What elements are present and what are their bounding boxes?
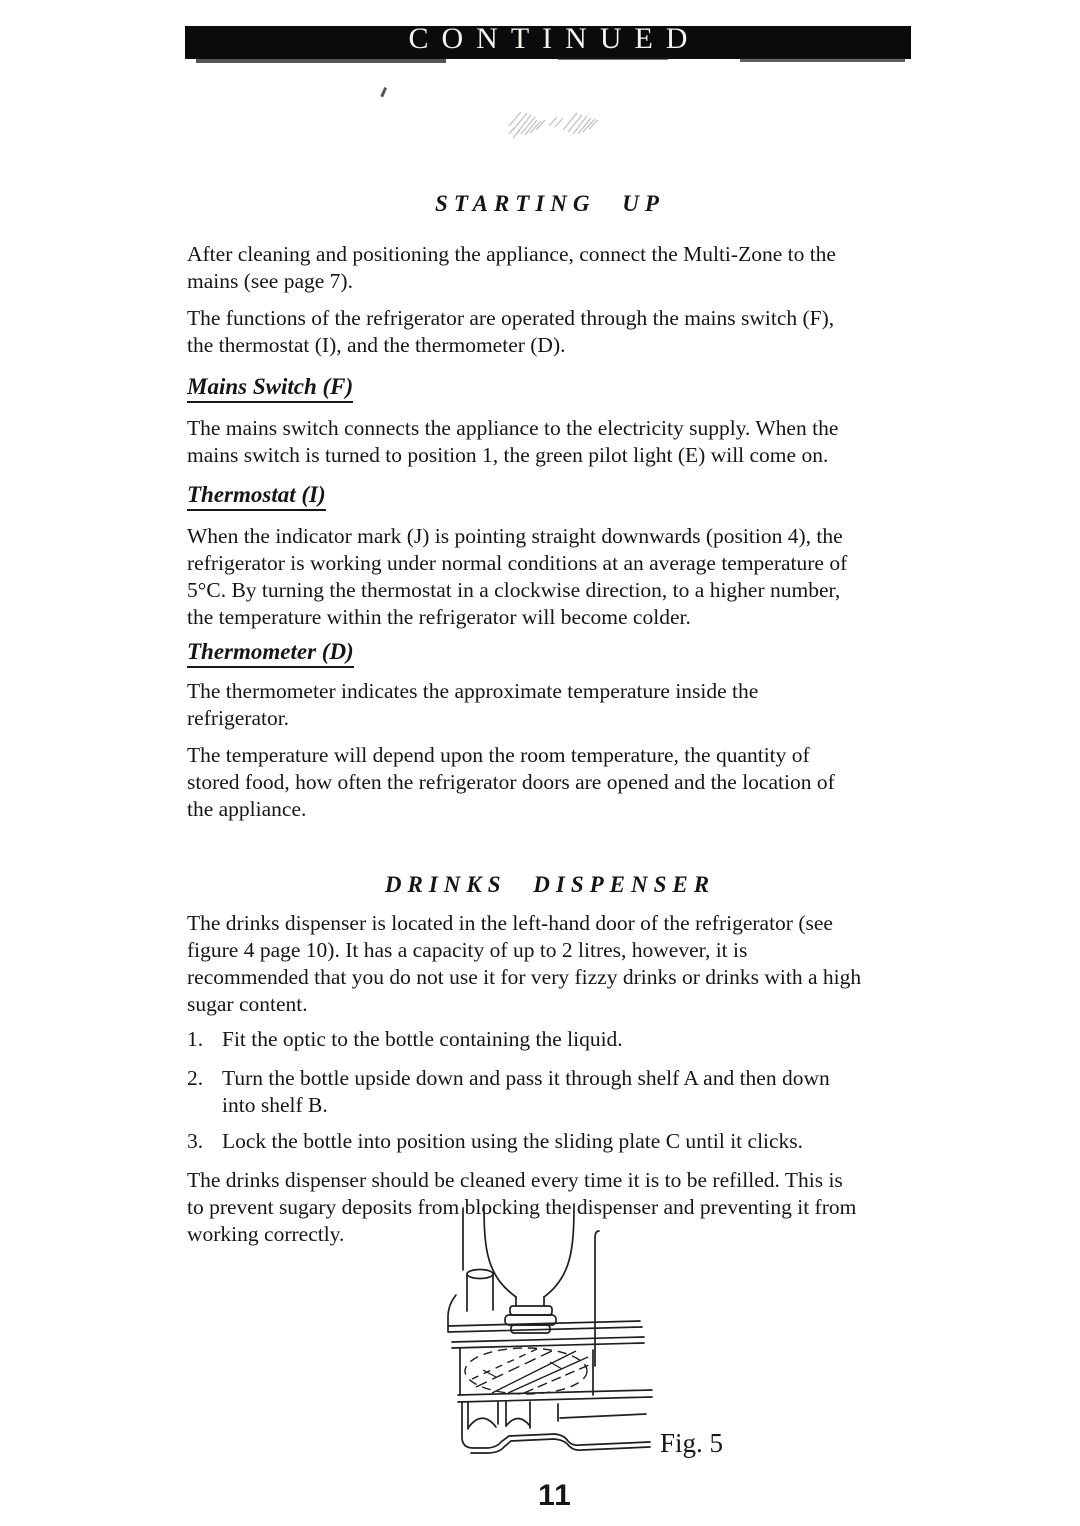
text-line: After cleaning and positioning the appliance, connect the Multi-Zone to the	[187, 242, 836, 266]
step-item	[187, 1065, 913, 1119]
text-line: the appliance.	[187, 797, 307, 821]
step-text	[222, 1026, 913, 1053]
sliding-plate-ellipse	[465, 1348, 589, 1394]
subsection-heading-wrap	[187, 373, 913, 403]
paragraph	[187, 742, 913, 823]
paragraph	[187, 678, 913, 732]
shelf-rail-upper	[448, 1321, 642, 1332]
text-line: to prevent sugary deposits from blocking the dispenser and preventing it from	[187, 1195, 857, 1219]
subsection-title-mains-switch: Mains Switch (F)	[187, 373, 353, 403]
text-line: The functions of the refrigerator are operated through the mains switch (F),	[187, 306, 835, 330]
text-line: The thermometer indicates the approximate temperature inside the	[187, 679, 759, 703]
step-number: 1.	[187, 1027, 204, 1051]
text-line: figure 4 page 10). It has a capacity of up to 2 litres, however, it is	[187, 938, 748, 962]
section-title-starting-up: STARTING UP	[435, 191, 665, 216]
bottom-profile-outer	[462, 1402, 650, 1448]
text-line: When the indicator mark (J) is pointing straight downwards (position 4), the	[187, 524, 843, 548]
text-line: stored food, how often the refrigerator doors are opened and the location of	[187, 770, 835, 794]
continued-banner-label: CONTINUED	[408, 26, 701, 55]
text-line: 5°C. By turning the thermostat in a clockwise direction, to a higher number,	[187, 578, 841, 602]
door-liner-line	[595, 1231, 599, 1366]
bracket-ribs	[468, 1402, 558, 1429]
bracket-scallops	[468, 1418, 530, 1428]
optic-band-1	[510, 1306, 552, 1315]
paragraph	[187, 415, 913, 469]
text-line: into shelf B.	[222, 1093, 328, 1117]
scan-tick-artifact	[380, 87, 390, 99]
text-line: Fit the optic to the bottle containing the liquid.	[222, 1027, 623, 1051]
text-line: refrigerator.	[187, 706, 290, 730]
section-title-drinks-dispenser: DRINKS DISPENSER	[384, 872, 716, 897]
text-line: Lock the bottle into position using the sliding plate C until it clicks.	[222, 1129, 804, 1153]
text-line: The drinks dispenser should be cleaned every time it is to be refilled. This is	[187, 1168, 843, 1192]
text-line: mains (see page 7).	[187, 269, 353, 293]
step-number: 2.	[187, 1066, 204, 1090]
text-line: the thermostat (I), and the thermometer (D).	[187, 333, 566, 357]
page-number: 11	[538, 1479, 572, 1512]
tube-sides	[467, 1274, 493, 1311]
paragraph	[187, 241, 913, 295]
subsection-title-thermometer: Thermometer (D)	[187, 638, 354, 668]
text-line: mains switch is turned to position 1, the green pilot light (E) will come on.	[187, 443, 829, 467]
content-column	[187, 190, 913, 1248]
step-item	[187, 1026, 913, 1053]
scan-smear-artifact	[740, 58, 905, 62]
text-line: refrigerator is working under normal conditions at an average temperature of	[187, 551, 848, 575]
text-line: The mains switch connects the appliance to the electricity supply. When the	[187, 416, 839, 440]
text-line: The drinks dispenser is located in the left-hand door of the refrigerator (see	[187, 911, 833, 935]
text-line: The temperature will depend upon the room temperature, the quantity of	[187, 743, 810, 767]
paragraph	[187, 523, 913, 631]
text-line: sugar content.	[187, 992, 308, 1016]
subsection-title-thermostat: Thermostat (I)	[187, 481, 326, 511]
bottle-left-outline	[484, 1205, 516, 1297]
step-text	[222, 1128, 913, 1155]
step-item	[187, 1128, 913, 1155]
shelf-line-right	[560, 1414, 646, 1418]
tube-top	[467, 1270, 493, 1279]
text-line: the temperature within the refrigerator will become colder.	[187, 605, 691, 629]
step-number: 3.	[187, 1129, 204, 1153]
scan-smear-artifact	[558, 57, 668, 60]
bottle-neck	[516, 1297, 544, 1306]
bottom-profile-inner	[471, 1439, 650, 1453]
step-text	[222, 1065, 913, 1119]
scan-smudge-artifact	[503, 104, 608, 144]
text-line: Turn the bottle upside down and pass it through shelf A and then down	[222, 1066, 830, 1090]
plate-box-bottom	[458, 1390, 652, 1402]
subsection-heading-wrap	[187, 638, 913, 668]
continued-banner	[185, 26, 911, 59]
subsection-heading-wrap	[187, 481, 913, 511]
scan-smear-artifact	[196, 59, 446, 63]
drinks-dispenser-figure	[438, 1198, 678, 1464]
figure-caption: Fig. 5	[660, 1428, 724, 1458]
text-line: recommended that you do not use it for very fizzy drinks or drinks with a high	[187, 965, 862, 989]
paragraph	[187, 910, 913, 1018]
shelf-rail-lower	[452, 1337, 644, 1348]
text-line: working correctly.	[187, 1222, 345, 1246]
paragraph	[187, 305, 913, 359]
bottle-right-outline	[544, 1204, 574, 1297]
